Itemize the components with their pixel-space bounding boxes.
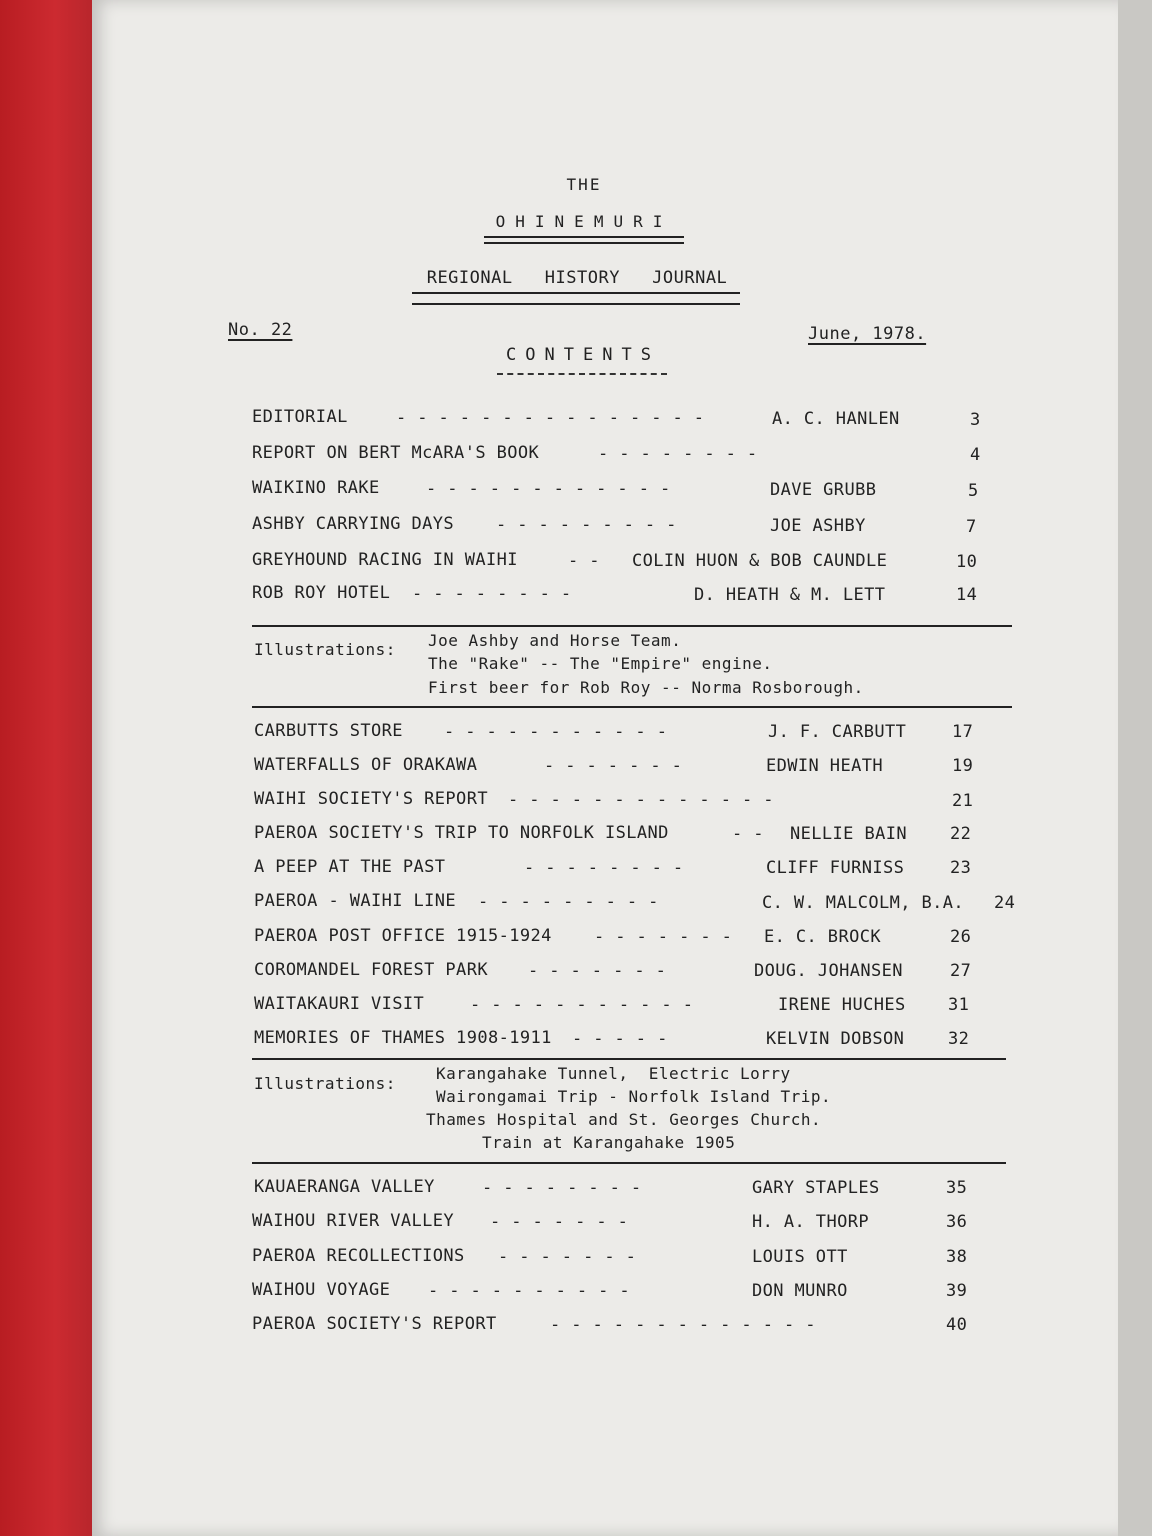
toc-page: 32 <box>948 1029 970 1049</box>
journal-underline-2 <box>412 303 740 305</box>
toc-dashes: - - - - - - - - - - - - - <box>550 1315 816 1335</box>
toc-title: WAIKINO RAKE <box>252 478 380 498</box>
toc-dashes: - - - - - <box>572 1029 668 1049</box>
journal-title: REGIONAL HISTORY JOURNAL <box>426 268 728 288</box>
toc-page: 36 <box>946 1212 968 1232</box>
toc-title: ROB ROY HOTEL <box>252 583 391 603</box>
illustration-line: The "Rake" -- The "Empire" engine. <box>428 654 773 673</box>
illustrations-label: Illustrations: <box>254 1074 396 1093</box>
red-binding <box>0 0 92 1536</box>
toc-page: 39 <box>946 1281 968 1301</box>
toc-dashes: - - - - - - - - <box>598 444 758 464</box>
toc-title: CARBUTTS STORE <box>254 721 403 741</box>
toc-author: LOUIS OTT <box>752 1247 848 1267</box>
toc-title: PAEROA SOCIETY'S REPORT <box>252 1314 497 1334</box>
ohinemuri-underline-2 <box>484 242 684 244</box>
toc-title: ASHBY CARRYING DAYS <box>252 514 455 534</box>
toc-page: 19 <box>952 756 974 776</box>
toc-page: 7 <box>966 517 977 537</box>
toc-dashes: - - - - - - - - <box>482 1178 642 1198</box>
toc-page: 35 <box>946 1178 968 1198</box>
toc-author: DAVE GRUBB <box>770 480 877 500</box>
toc-author: COLIN HUON & BOB CAUNDLE <box>632 551 888 571</box>
toc-title: WAIHOU VOYAGE <box>252 1280 391 1300</box>
toc-page: 4 <box>970 445 981 465</box>
toc-title: WATERFALLS OF ORAKAWA <box>254 755 478 775</box>
toc-title: WAIHOU RIVER VALLEY <box>252 1211 455 1231</box>
toc-title: EDITORIAL <box>252 407 348 427</box>
toc-page: 22 <box>950 824 972 844</box>
toc-page: 10 <box>956 552 978 572</box>
toc-dashes: - - - - - - - - - - <box>428 1281 631 1301</box>
issue-date: June, 1978. <box>808 324 927 344</box>
toc-dashes: - - - - - - - - <box>524 858 684 878</box>
toc-author: CLIFF FURNISS <box>766 858 905 878</box>
illustration-line: Thames Hospital and St. Georges Church. <box>426 1110 822 1129</box>
toc-title: PAEROA POST OFFICE 1915-1924 <box>254 926 552 946</box>
toc-page: 31 <box>948 995 970 1015</box>
toc-author: D. HEATH & M. LETT <box>694 585 886 605</box>
toc-page: 24 <box>994 893 1016 913</box>
toc-dashes: - - - - - - - - <box>412 584 572 604</box>
toc-dashes: - - - - - - - - - - - <box>470 995 694 1015</box>
toc-author: DON MUNRO <box>752 1281 848 1301</box>
toc-dashes: - - - - - - - <box>498 1247 637 1267</box>
contents-heading: CONTENTS <box>506 345 660 365</box>
toc-page: 40 <box>946 1315 968 1335</box>
illustration-line: Karangahake Tunnel, Electric Lorry <box>436 1064 791 1083</box>
toc-page: 17 <box>952 722 974 742</box>
toc-page: 14 <box>956 585 978 605</box>
toc-dashes: - - <box>568 551 600 571</box>
toc-dashes: - - - - - - - <box>490 1212 629 1232</box>
toc-author: IRENE HUCHES <box>778 995 906 1015</box>
toc-author: NELLIE BAIN <box>790 824 907 844</box>
toc-title: PAEROA RECOLLECTIONS <box>252 1246 465 1266</box>
toc-title: WAITAKAURI VISIT <box>254 994 425 1014</box>
toc-dashes: - - - - - - - <box>594 927 733 947</box>
toc-dashes: - - - - - - - - - - - <box>444 722 668 742</box>
journal-underline <box>412 292 740 294</box>
toc-title: KAUAERANGA VALLEY <box>254 1177 435 1197</box>
toc-author: J. F. CARBUTT <box>768 722 907 742</box>
toc-author: A. C. HANLEN <box>772 409 900 429</box>
toc-title: A PEEP AT THE PAST <box>254 857 446 877</box>
toc-author: JOE ASHBY <box>770 516 866 536</box>
illustrations-label: Illustrations: <box>254 640 396 659</box>
header-ohinemuri: OHINEMURI <box>495 212 673 231</box>
toc-page: 27 <box>950 961 972 981</box>
toc-title: MEMORIES OF THAMES 1908-1911 <box>254 1028 552 1048</box>
toc-dashes: - - - - - - - <box>528 961 667 981</box>
toc-author: EDWIN HEATH <box>766 756 883 776</box>
issue-number: No. 22 <box>228 320 293 340</box>
toc-page: 3 <box>970 410 981 430</box>
toc-author: H. A. THORP <box>752 1212 869 1232</box>
ohinemuri-underline <box>484 236 684 238</box>
toc-dashes: - - - - - - - - - - - - - - - <box>396 408 705 428</box>
section-divider <box>252 1058 1006 1060</box>
contents-underline <box>497 373 667 375</box>
header-the: THE <box>566 175 602 194</box>
illustration-line: Wairongamai Trip - Norfolk Island Trip. <box>436 1087 832 1106</box>
toc-dashes: - - - - - - - <box>544 756 683 776</box>
toc-title: GREYHOUND RACING IN WAIHI <box>252 550 518 570</box>
toc-author: C. W. MALCOLM, B.A. <box>762 893 965 913</box>
toc-page: 38 <box>946 1247 968 1267</box>
toc-title: REPORT ON BERT McARA'S BOOK <box>252 443 540 463</box>
illustration-line: Joe Ashby and Horse Team. <box>428 631 682 650</box>
illustration-line: First beer for Rob Roy -- Norma Rosborough. <box>428 678 864 697</box>
toc-author: KELVIN DOBSON <box>766 1029 905 1049</box>
toc-dashes: - - <box>732 824 764 844</box>
toc-author: GARY STAPLES <box>752 1178 880 1198</box>
toc-title: WAIHI SOCIETY'S REPORT <box>254 789 488 809</box>
toc-dashes: - - - - - - - - - <box>478 892 659 912</box>
toc-dashes: - - - - - - - - - <box>496 515 677 535</box>
toc-dashes: - - - - - - - - - - - - - <box>508 790 774 810</box>
page-edge <box>1118 0 1152 1536</box>
toc-title: COROMANDEL FOREST PARK <box>254 960 488 980</box>
section-divider <box>252 625 1012 627</box>
toc-page: 23 <box>950 858 972 878</box>
section-divider <box>252 706 1012 708</box>
toc-author: DOUG. JOHANSEN <box>754 961 903 981</box>
toc-dashes: - - - - - - - - - - - - <box>426 479 671 499</box>
toc-page: 21 <box>952 791 974 811</box>
toc-title: PAEROA SOCIETY'S TRIP TO NORFOLK ISLAND <box>254 823 669 843</box>
illustration-line: Train at Karangahake 1905 <box>482 1133 736 1152</box>
toc-author: E. C. BROCK <box>764 927 881 947</box>
section-divider <box>252 1162 1006 1164</box>
toc-title: PAEROA - WAIHI LINE <box>254 891 457 911</box>
toc-page: 26 <box>950 927 972 947</box>
toc-page: 5 <box>968 481 979 501</box>
